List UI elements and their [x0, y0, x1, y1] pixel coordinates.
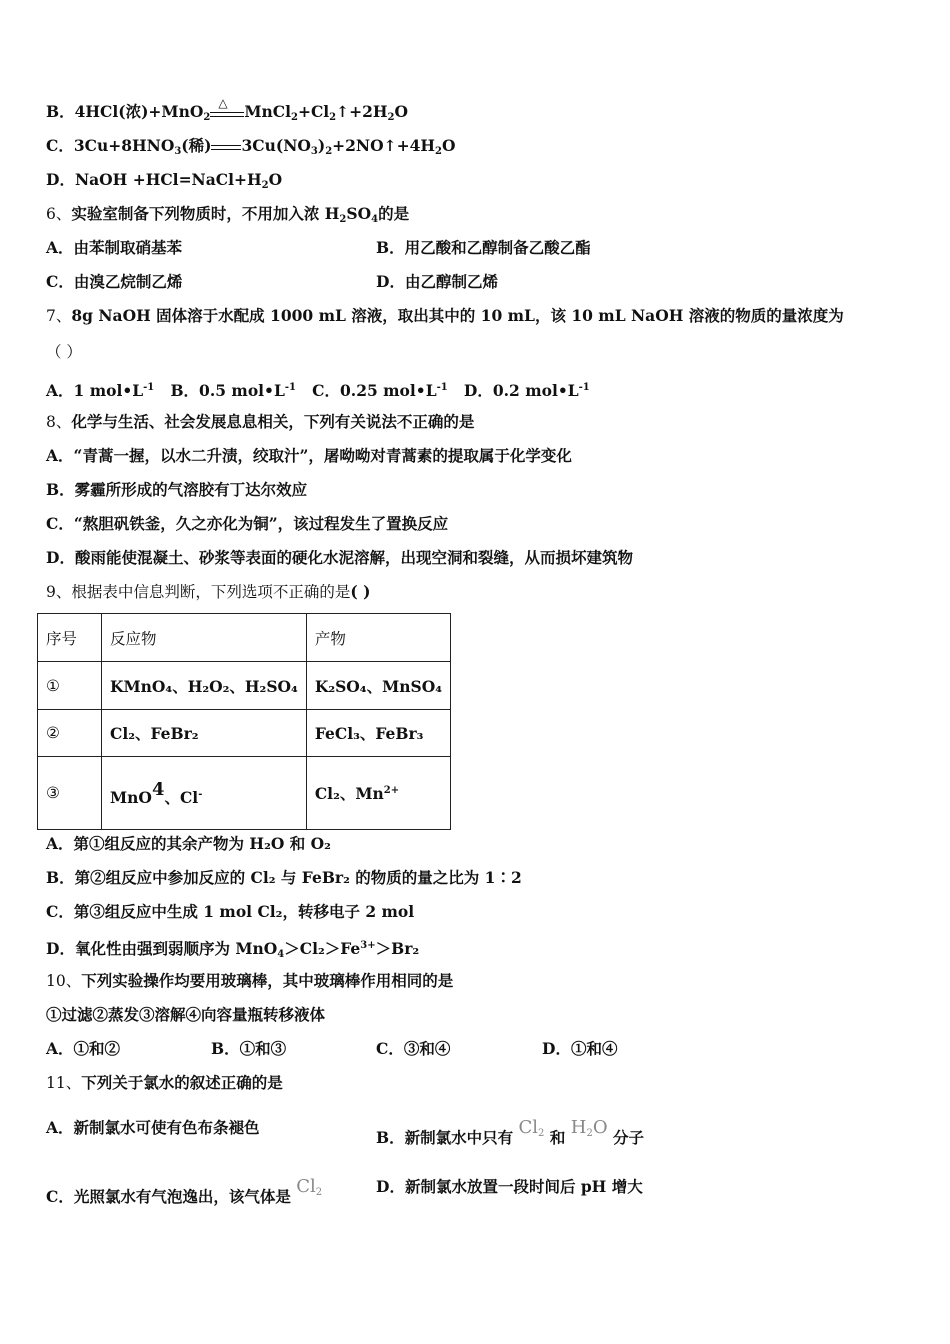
question-6-option-b: B．用乙酸和乙醇制备乙酸乙酯 [376, 238, 591, 257]
question-8-option-a: A．“青蒿一握，以水二升渍，绞取汁”，屠呦呦对青蒿素的提取属于化学变化 [46, 446, 572, 465]
question-10-subtext: ①过滤②蒸发③溶解④向容量瓶转移液体 [46, 1005, 326, 1024]
question-6-option-d: D．由乙醇制乙烯 [376, 272, 498, 291]
table-row [38, 757, 451, 830]
question-9-option-c: C．第③组反应中生成 1 mol Cl₂，转移电子 2 mol [46, 902, 415, 921]
question-11-option-d: D．新制氯水放置一段时间后 pH 增大 [376, 1177, 643, 1196]
h2o-formula: $H_2O$ [570, 1117, 608, 1139]
question-9-stem: 9、根据表中信息判断，下列选项不正确的是( ) [46, 582, 371, 601]
header-cell: 产物 [306, 614, 450, 662]
question-7-stem: 7、8g NaOH 固体溶于水配成 1000 mL 溶液，取出其中的 10 mL，该 10 mL NaOH 溶液的物质的量浓度为 [46, 306, 844, 325]
row-number: ② [38, 710, 102, 757]
question-11-stem: 11、下列关于氯水的叙述正确的是 [46, 1073, 283, 1092]
question-11-option-b: B．新制氯水中只有 $Cl_2$ 和 $H_2O$ 分子 [376, 1117, 645, 1147]
row-number: ① [38, 662, 102, 710]
equals-sign-icon [211, 145, 241, 150]
question-8-option-d: D．酸雨能使混凝土、砂浆等表面的硬化水泥溶解，出现空洞和裂缝，从而损坏建筑物 [46, 548, 633, 567]
question-10-option-b: B．①和③ [211, 1039, 287, 1058]
products-cell: K₂SO₄、MnSO₄ [306, 662, 450, 710]
reactants-cell: KMnO₄、H₂O₂、H₂SO₄ [102, 662, 307, 710]
question-6-option-a: A．由苯制取硝基苯 [46, 238, 183, 257]
question-7-paren: （ ） [46, 343, 82, 361]
question-6-option-c: C．由溴乙烷制乙烯 [46, 272, 183, 291]
reactants-cell: MnO4、Cl- [102, 757, 307, 830]
row-number: ③ [38, 757, 102, 830]
cl2-formula: $Cl_2$ [296, 1176, 323, 1198]
question-10-option-d: D．①和④ [542, 1039, 618, 1058]
question-10-option-a: A．①和② [46, 1039, 121, 1058]
question-8-option-c: C．“熬胆矾铁釜，久之亦化为铜”，该过程发生了置换反应 [46, 514, 449, 533]
cl2-formula: $Cl_2$ [518, 1117, 545, 1139]
products-cell: FeCl₃、FeBr₃ [306, 710, 450, 757]
table-row [38, 662, 451, 710]
reactants-cell: Cl₂、FeBr₂ [102, 710, 307, 757]
header-cell: 序号 [38, 614, 102, 662]
question-8-option-b: B．雾霾所形成的气溶胶有丁达尔效应 [46, 480, 308, 499]
question-8-stem: 8、化学与生活、社会发展息息相关，下列有关说法不正确的是 [46, 412, 475, 431]
heat-condition-icon: △ [210, 102, 244, 117]
question-9-option-a: A．第①组反应的其余产物为 H₂O 和 O₂ [46, 834, 331, 853]
question-7-options: A．1 $mol•L^{-1}$ B．0.5 $mol•L^{-1}$ C．0.25 $mol•L^{-1}$ D．0.2 $mol•L^{-1}$ [46, 381, 590, 400]
reaction-table [37, 613, 451, 830]
question-9-option-b: B．第②组反应中参加反应的 Cl₂ 与 FeBr₂ 的物质的量之比为 1∶2 [46, 868, 522, 887]
table-row [38, 710, 451, 757]
question-9-option-d: D．氧化性由强到弱顺序为 $MnO_4>Cl_2>Fe^{3+}>Br_2$ [46, 939, 420, 960]
option-c-prev: C．$3Cu+8HNO_3$(稀) $3Cu(NO_3)_2+2NO↑+4H_2O$ [46, 136, 456, 157]
option-d-prev: D．NaOH $+HCl=NaCl+H_2O$ [46, 170, 283, 191]
option-b-prev: B．4HCl(浓)+MnO$_2$ △ $MnCl_2+Cl_2↑+2H_2O$ [46, 96, 409, 123]
table-header-row [38, 614, 451, 662]
question-6-stem: 6、实验室制备下列物质时，不用加入浓 $H_2SO_4$的是 [46, 204, 410, 225]
question-10-option-c: C．③和④ [376, 1039, 451, 1058]
header-cell: 反应物 [102, 614, 307, 662]
products-cell: Cl₂、$Mn^{2+}$ [306, 757, 450, 830]
question-11-option-c: C．光照氯水有气泡逸出，该气体是 $Cl_2$ [46, 1176, 323, 1206]
question-11-option-a: A．新制氯水可使有色布条褪色 [46, 1118, 260, 1137]
question-10-stem: 10、下列实验操作均要用玻璃棒，其中玻璃棒作用相同的是 [46, 971, 454, 990]
